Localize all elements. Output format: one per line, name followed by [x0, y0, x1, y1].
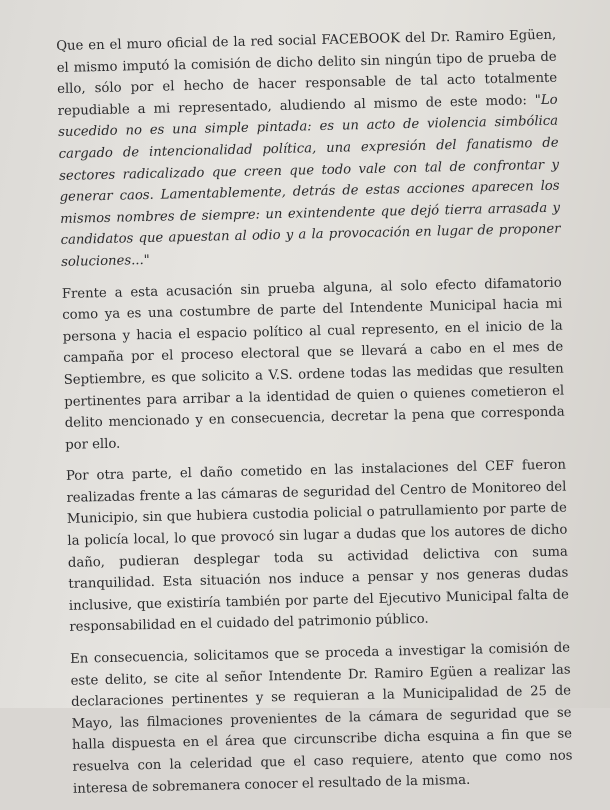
- paragraph-facebook-imputation: [56, 25, 561, 274]
- paragraph-request-investigation: Frente a esta acusación sin prueba alguna, al solo efecto difamatorio como ya es una costumbre de parte del Intendente Municipal hacia mi persona y hacia el espacio político al cual represento, en el inicio de la campaña por el proceso electoral que se llevará a cabo en el mes de Septiembre, es que solicito a V.S. ordene todas las medidas que resulten pertinentes para arribar a la identidad de quien o quienes cometieron el delito mencionado y en consecuencia, decretar la pena que corresponda por ello.: [61, 275, 565, 453]
- quoted-facebook-post: "Lo sucedido no es una simple pintada: es un acto de violencia simbólica cargado de intencionalidad política, una expresión del fanatismo de sectores radicalizado que creen que todo vale con tal de confrontar y generar caos. Lamentablemente, detrás de estas acciones aparecen los mismos nombres de siempre: un exintendente que dejó tierra arrasada y candidatos que apuestan al odio y a la provocación en lugar de proponer soluciones...": [58, 92, 561, 270]
- paragraph-lead-text: Que en el muro oficial de la red social FACEBOOK del Dr. Ramiro Egüen, el mismo imputó la comisión de dicho delito sin ningún tipo de prueba de ello, sólo por el hecho de hacer responsable de tal acto totalmente repudiable a mi representado, aludiendo al mismo de este modo:: [56, 27, 558, 119]
- paragraph-cef-damage: Por otra parte, el daño cometido en las instalaciones del CEF fueron realizadas frente a las cámaras de seguridad del Centro de Monitoreo del Municipio, sin que hubiera custodia policial o patrullamiento por parte de la policía local, lo que provocó sin lugar a dudas que los autores de dicho daño, pudieran desplegar toda su actividad delictiva con suma tranquilidad. Esta situación nos induce a pensar y nos generas dudas inclusive, que existiría también por parte del Ejecutivo Municipal falta de responsabilidad en el cuidado del patrimonio público.: [65, 457, 569, 636]
- document-sheet: [56, 25, 573, 810]
- paragraph-conclusion: En consecuencia, solicitamos que se proceda a investigar la comisión de este delito, se cite al señor Intendente Dr. Ramiro Egüen a realizar las declaraciones pertinentes y se requieran a la Municipalidad de 25 de Mayo, las filmaciones provenientes de la cámara de seguridad que se halla dispuesta en el área que circunscribe dicha esquina a fin que se resuelva con la celeridad que el caso requiere, atento que como nos interesa de sobremanera conocer el resultado de la misma.: [69, 640, 573, 797]
